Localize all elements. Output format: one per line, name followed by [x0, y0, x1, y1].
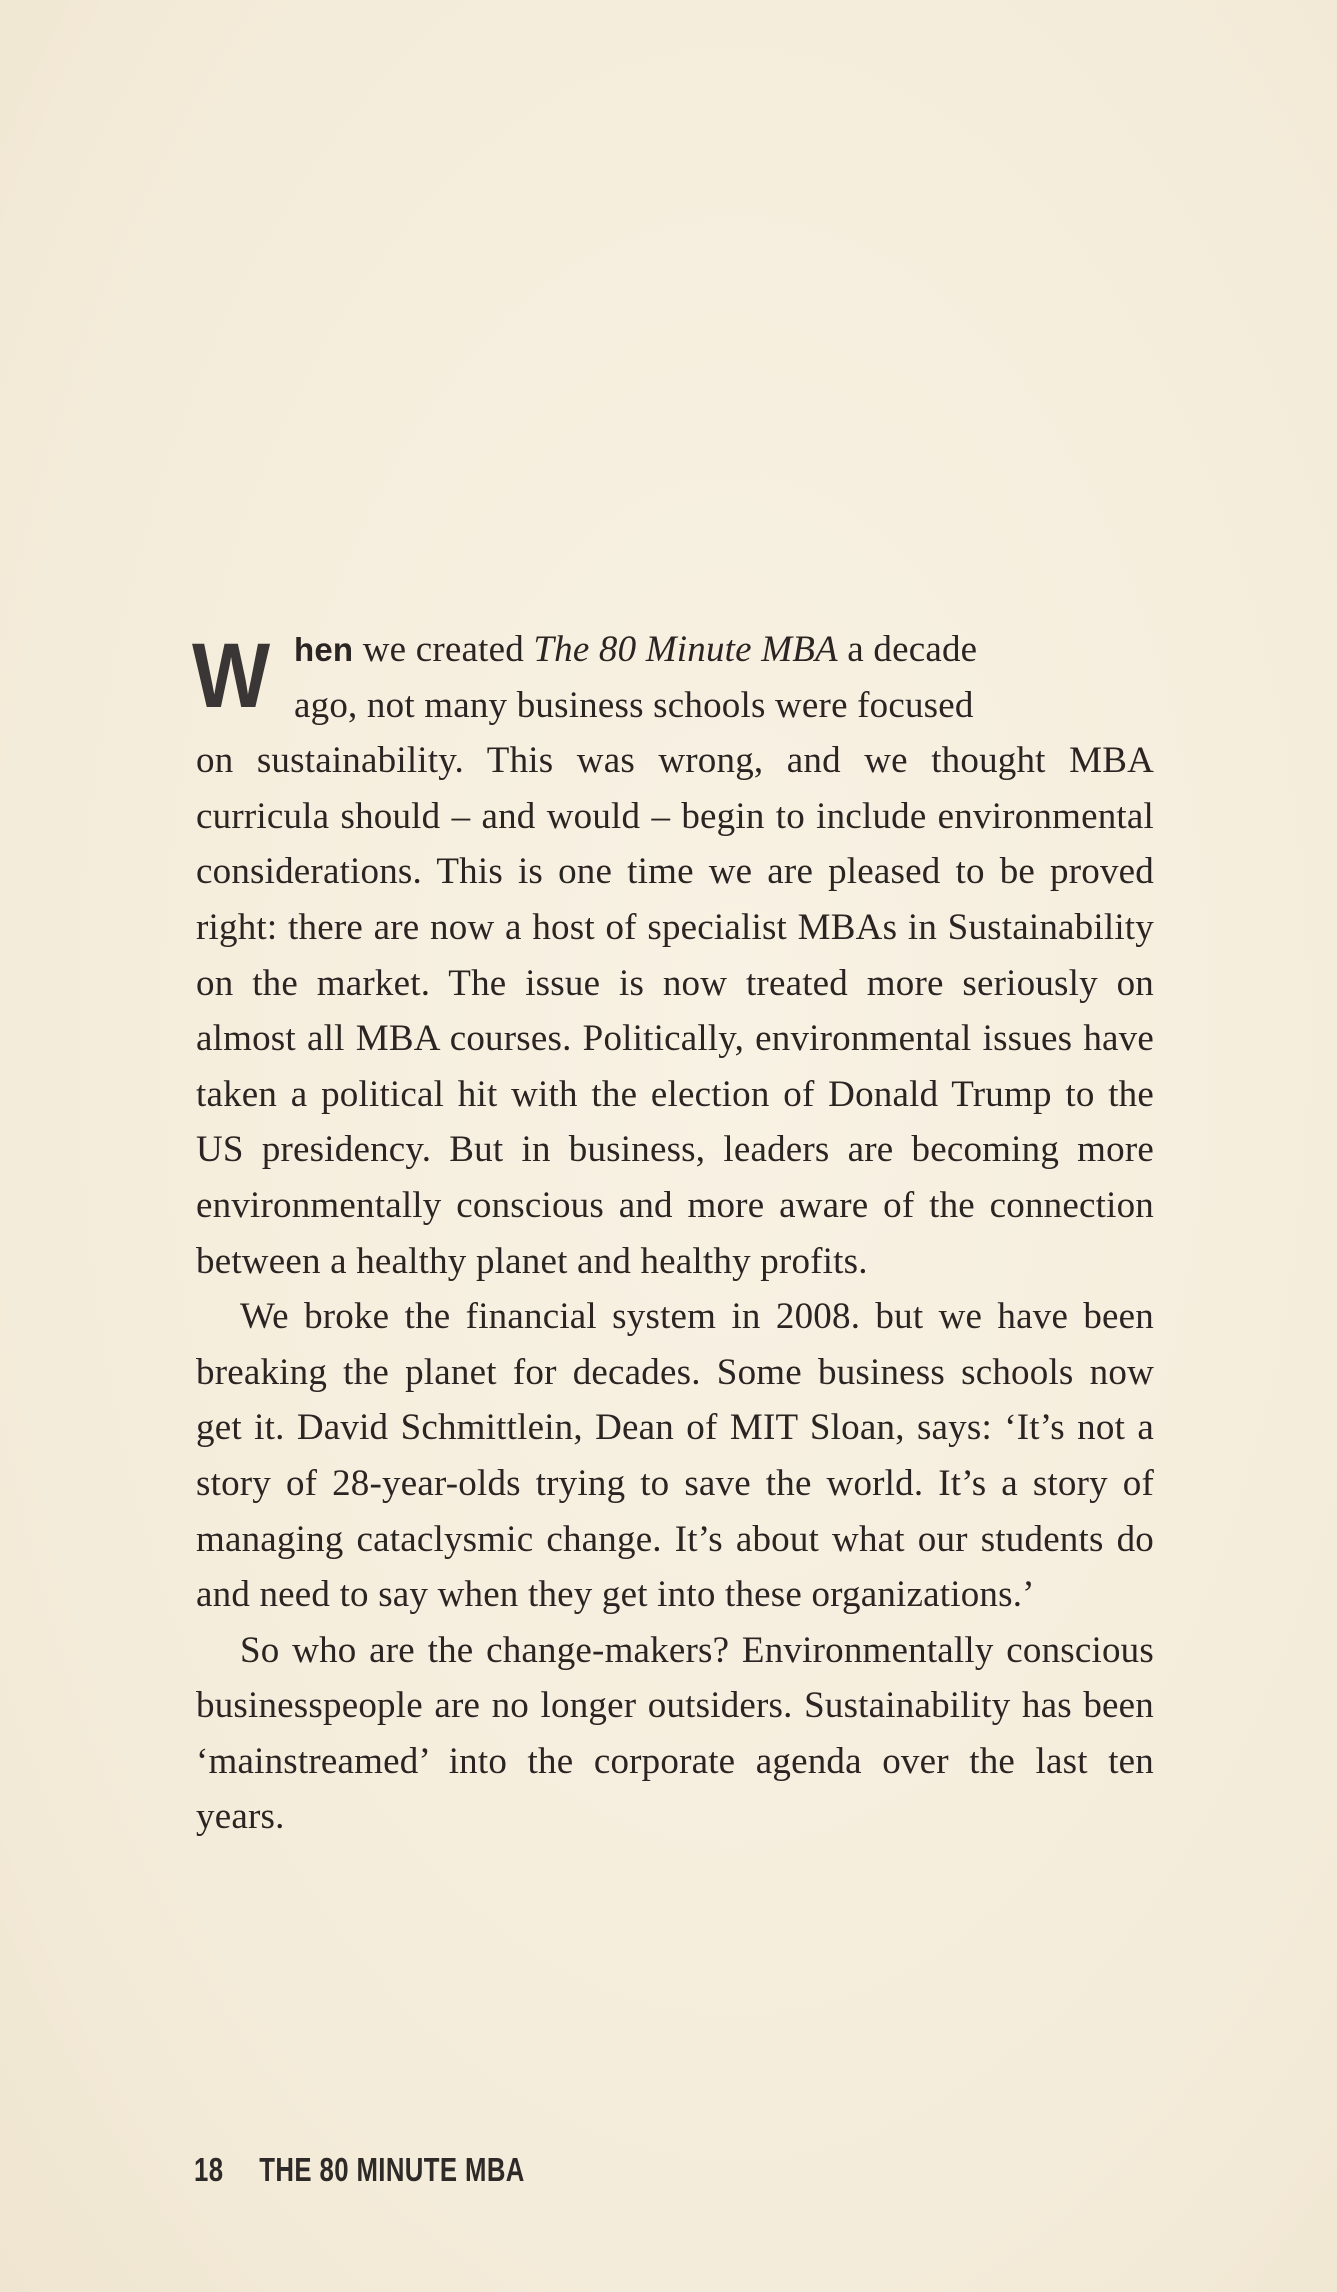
paragraph-1-rest: on sustainability. This was wrong, and we thought MBA curricula should – and would – begin to include environmental considerations. This is one time we are pleased to be proved right: there are now a host of specialist MBAs in Sustainability on the market. The issue is now treated more seriously on almost all MBA courses. Politically, environmental issues have taken a political hit with the election of Donald Trump to the US presidency. But in business, leaders are becoming more environmentally conscious and more aware of the connection between a healthy planet and healthy profits.: [196, 740, 1154, 1282]
show-through-text: [520, 560, 1220, 613]
line1-post: a decade: [837, 629, 978, 670]
body-text: [192, 622, 1154, 1845]
paragraph-2: We broke the financial system in 2008. but we have been breaking the planet for decades. Some business schools now get it. David Schmittlein, Dean of MIT Sloan, says: ‘It’s not a story of 28-year-olds trying to save the world. It’s a story of managing cataclysmic change. It’s about what our students do and need to say when they get into these organizations.’: [196, 1296, 1154, 1616]
second-line: ago, not many business schools were focused: [294, 684, 974, 726]
opening-line: [196, 622, 1154, 678]
running-title: THE 80 MINUTE MBA: [259, 2151, 525, 2188]
line1-pre: we created: [353, 629, 534, 670]
show-through-text: [520, 1840, 1220, 1893]
page-footer: [194, 2151, 525, 2189]
paragraph-3: So who are the change-makers? Environmentally conscious businesspeople are no longer outsiders. Sustainability has been ‘mainstreamed’ into the corporate agenda over the last ten years.: [196, 1629, 1154, 1838]
lead-word: hen: [294, 631, 354, 668]
drop-cap: W: [192, 625, 271, 727]
page-number: 18: [194, 2151, 224, 2188]
paragraph-1: [192, 622, 1154, 1289]
book-title: The 80 Minute MBA: [533, 629, 838, 670]
